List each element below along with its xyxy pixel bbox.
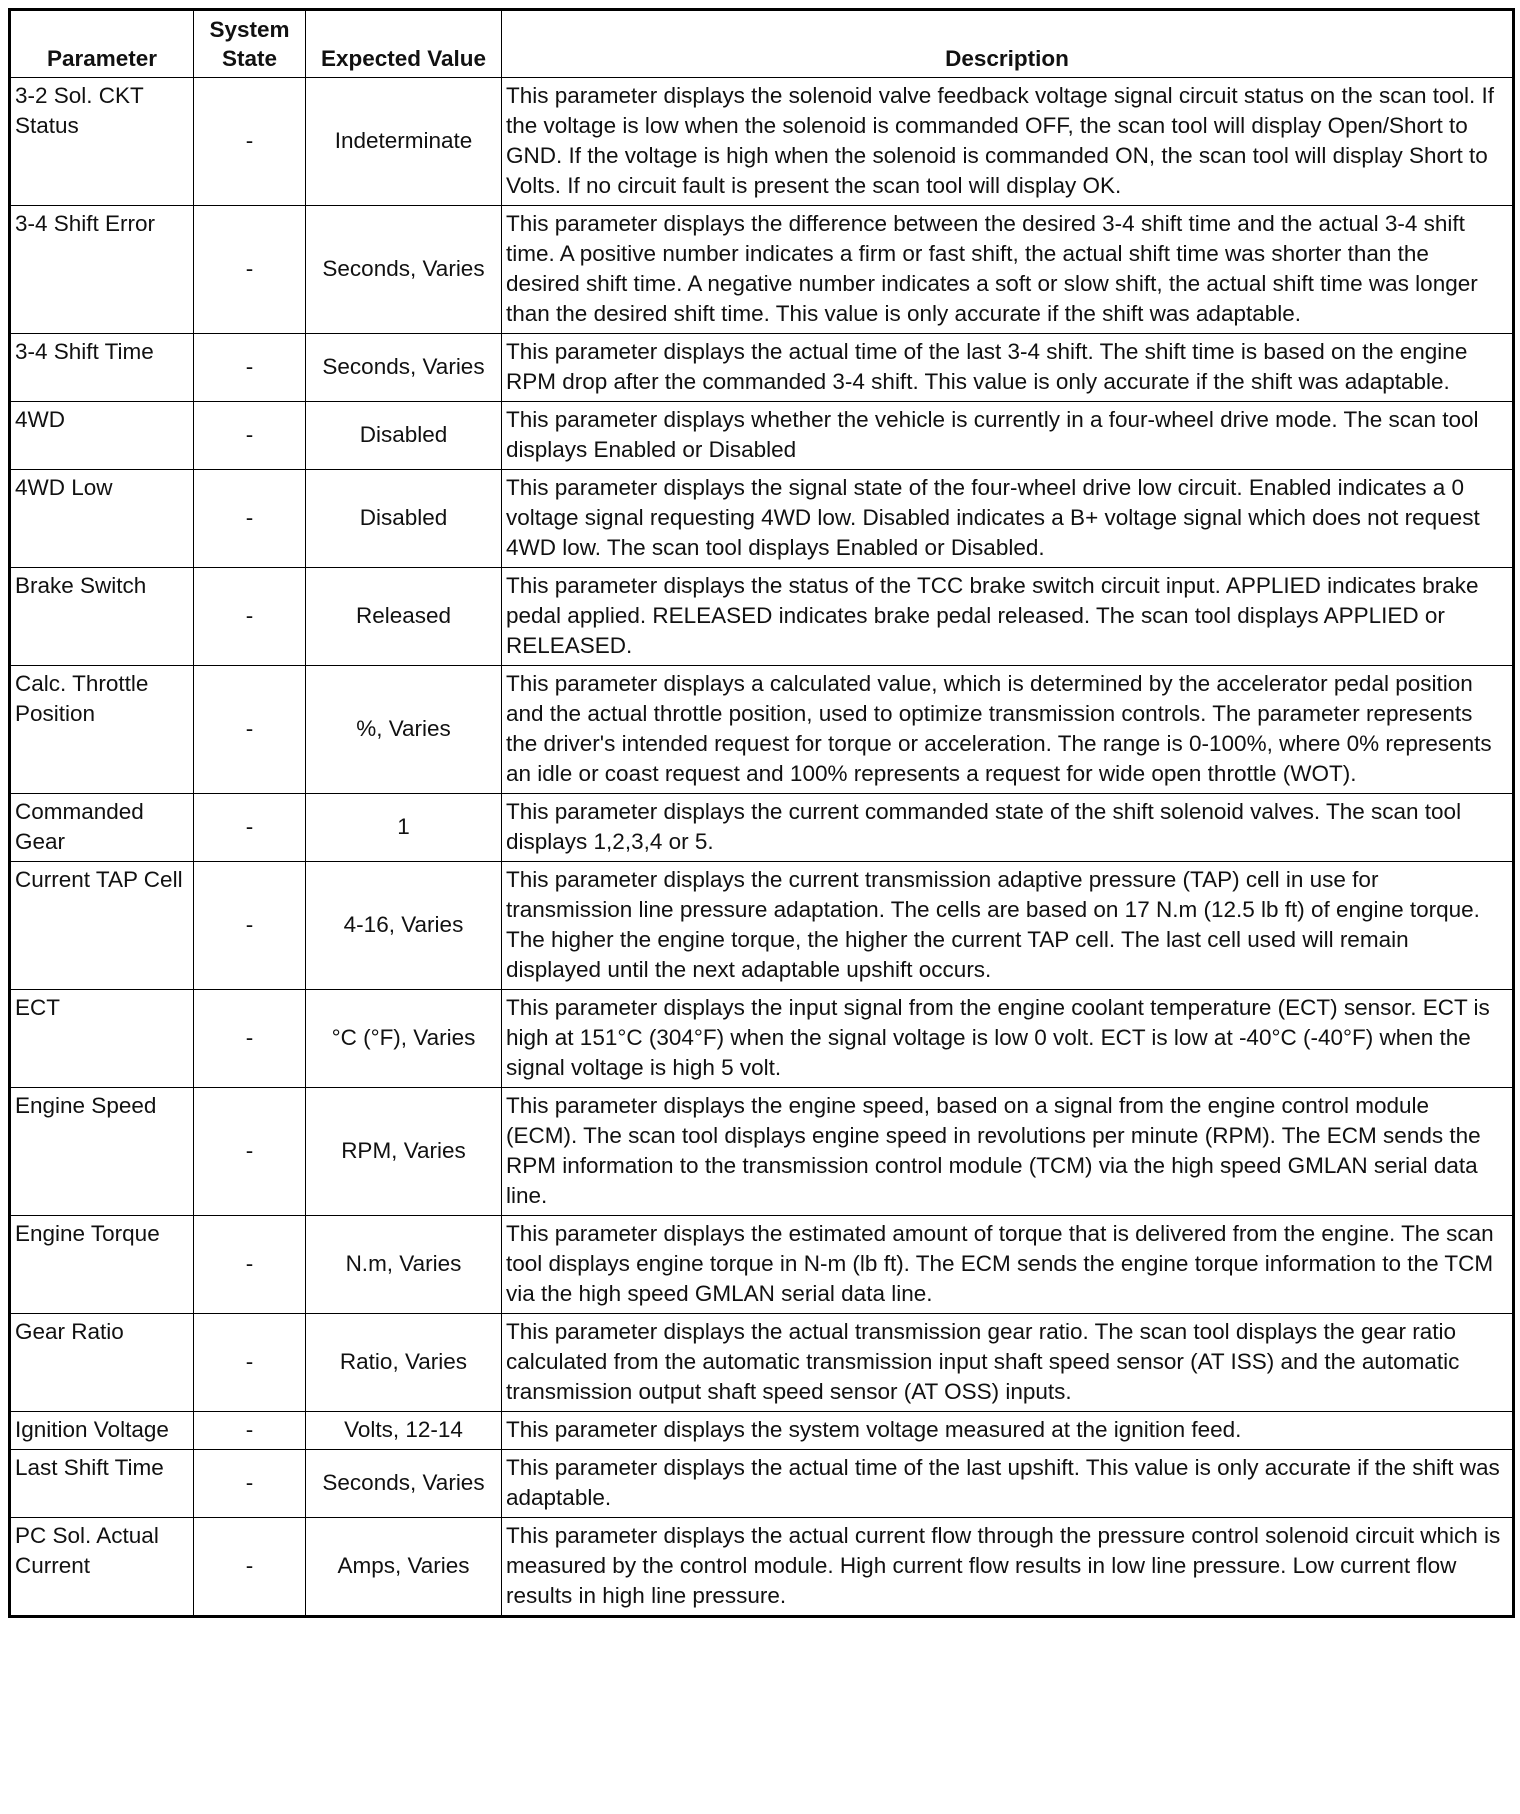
table-row bbox=[10, 666, 1514, 794]
parameter-cell: PC Sol. Actual Current bbox=[10, 1518, 194, 1617]
parameter-cell: 3-4 Shift Error bbox=[10, 206, 194, 334]
expected-value-cell: °C (°F), Varies bbox=[306, 990, 502, 1088]
parameter-cell: Ignition Voltage bbox=[10, 1412, 194, 1450]
description-cell: This parameter displays the engine speed, based on a signal from the engine control module (ECM). The scan tool displays engine speed in revolutions per minute (RPM). The ECM sends the RPM information to the transmission control module (TCM) via the high speed GMLAN serial data line. bbox=[502, 1088, 1514, 1216]
table-row bbox=[10, 402, 1514, 470]
system-state-cell: - bbox=[194, 990, 306, 1088]
table-row bbox=[10, 990, 1514, 1088]
parameter-cell: 4WD Low bbox=[10, 470, 194, 568]
parameter-cell: 4WD bbox=[10, 402, 194, 470]
system-state-cell: - bbox=[194, 402, 306, 470]
expected-value-cell: Disabled bbox=[306, 470, 502, 568]
description-cell: This parameter displays the actual time of the last upshift. This value is only accurate if the shift was adaptable. bbox=[502, 1450, 1514, 1518]
description-cell: This parameter displays the estimated amount of torque that is delivered from the engine. The scan tool displays engine torque in N-m (lb ft). The ECM sends the engine torque information to the TCM via the high speed GMLAN serial data line. bbox=[502, 1216, 1514, 1314]
parameter-table bbox=[8, 8, 1515, 1618]
parameter-cell: 3-2 Sol. CKT Status bbox=[10, 78, 194, 206]
expected-value-cell: Indeterminate bbox=[306, 78, 502, 206]
table-row bbox=[10, 794, 1514, 862]
description-cell: This parameter displays the actual current flow through the pressure control solenoid circuit which is measured by the control module. High current flow results in low line pressure. Low current flow results in high line pressure. bbox=[502, 1518, 1514, 1617]
parameter-cell: Engine Speed bbox=[10, 1088, 194, 1216]
table-row bbox=[10, 78, 1514, 206]
parameter-cell: Engine Torque bbox=[10, 1216, 194, 1314]
system-state-cell: - bbox=[194, 794, 306, 862]
expected-value-cell: Disabled bbox=[306, 402, 502, 470]
description-cell: This parameter displays the system voltage measured at the ignition feed. bbox=[502, 1412, 1514, 1450]
parameter-cell: Gear Ratio bbox=[10, 1314, 194, 1412]
system-state-cell: - bbox=[194, 206, 306, 334]
description-cell: This parameter displays the solenoid valve feedback voltage signal circuit status on the scan tool. If the voltage is low when the solenoid is commanded OFF, the scan tool will display Open/Short to GND. If the voltage is high when the solenoid is commanded ON, the scan tool will display Short to Volts. If no circuit fault is present the scan tool will display OK. bbox=[502, 78, 1514, 206]
expected-value-cell: 1 bbox=[306, 794, 502, 862]
table-row bbox=[10, 1088, 1514, 1216]
expected-value-cell: 4-16, Varies bbox=[306, 862, 502, 990]
system-state-cell: - bbox=[194, 1088, 306, 1216]
table-row bbox=[10, 1412, 1514, 1450]
header-parameter: Parameter bbox=[10, 10, 194, 78]
description-cell: This parameter displays the actual time of the last 3-4 shift. The shift time is based on the engine RPM drop after the commanded 3-4 shift. This value is only accurate if the shift was adaptable. bbox=[502, 334, 1514, 402]
table-row bbox=[10, 1314, 1514, 1412]
expected-value-cell: Ratio, Varies bbox=[306, 1314, 502, 1412]
description-cell: This parameter displays the current transmission adaptive pressure (TAP) cell in use for transmission line pressure adaptation. The cells are based on 17 N.m (12.5 lb ft) of engine torque. The higher the engine torque, the higher the current TAP cell. The last cell used will remain displayed until the next adaptable upshift occurs. bbox=[502, 862, 1514, 990]
description-cell: This parameter displays the status of the TCC brake switch circuit input. APPLIED indicates brake pedal applied. RELEASED indicates brake pedal released. The scan tool displays APPLIED or RELEASED. bbox=[502, 568, 1514, 666]
expected-value-cell: Released bbox=[306, 568, 502, 666]
expected-value-cell: %, Varies bbox=[306, 666, 502, 794]
table-row bbox=[10, 470, 1514, 568]
header-description: Description bbox=[502, 10, 1514, 78]
table-row bbox=[10, 206, 1514, 334]
parameter-cell: 3-4 Shift Time bbox=[10, 334, 194, 402]
system-state-cell: - bbox=[194, 862, 306, 990]
table-row bbox=[10, 568, 1514, 666]
system-state-cell: - bbox=[194, 78, 306, 206]
expected-value-cell: Seconds, Varies bbox=[306, 1450, 502, 1518]
parameter-cell: Commanded Gear bbox=[10, 794, 194, 862]
description-cell: This parameter displays the input signal from the engine coolant temperature (ECT) sensor. ECT is high at 151°C (304°F) when the signal voltage is low 0 volt. ECT is low at -40°C (-40°F) when the signal voltage is high 5 volt. bbox=[502, 990, 1514, 1088]
expected-value-cell: Seconds, Varies bbox=[306, 206, 502, 334]
parameter-cell: ECT bbox=[10, 990, 194, 1088]
description-cell: This parameter displays whether the vehicle is currently in a four-wheel drive mode. The scan tool displays Enabled or Disabled bbox=[502, 402, 1514, 470]
header-expected-value: Expected Value bbox=[306, 10, 502, 78]
table-row bbox=[10, 862, 1514, 990]
header-system-state: System State bbox=[194, 10, 306, 78]
table-row bbox=[10, 1518, 1514, 1617]
parameter-cell: Calc. Throttle Position bbox=[10, 666, 194, 794]
system-state-cell: - bbox=[194, 334, 306, 402]
system-state-cell: - bbox=[194, 1450, 306, 1518]
system-state-cell: - bbox=[194, 1216, 306, 1314]
system-state-cell: - bbox=[194, 666, 306, 794]
description-cell: This parameter displays the actual transmission gear ratio. The scan tool displays the gear ratio calculated from the automatic transmission input shaft speed sensor (AT ISS) and the automatic transmission output shaft speed sensor (AT OSS) inputs. bbox=[502, 1314, 1514, 1412]
expected-value-cell: N.m, Varies bbox=[306, 1216, 502, 1314]
expected-value-cell: RPM, Varies bbox=[306, 1088, 502, 1216]
table-row bbox=[10, 334, 1514, 402]
parameter-cell: Brake Switch bbox=[10, 568, 194, 666]
parameter-cell: Current TAP Cell bbox=[10, 862, 194, 990]
description-cell: This parameter displays the signal state of the four-wheel drive low circuit. Enabled indicates a 0 voltage signal requesting 4WD low. Disabled indicates a B+ voltage signal which does not request 4WD low. The scan tool displays Enabled or Disabled. bbox=[502, 470, 1514, 568]
expected-value-cell: Volts, 12-14 bbox=[306, 1412, 502, 1450]
parameter-cell: Last Shift Time bbox=[10, 1450, 194, 1518]
header-row bbox=[10, 10, 1514, 78]
expected-value-cell: Amps, Varies bbox=[306, 1518, 502, 1617]
system-state-cell: - bbox=[194, 568, 306, 666]
description-cell: This parameter displays the difference between the desired 3-4 shift time and the actual 3-4 shift time. A positive number indicates a firm or fast shift, the actual shift time was shorter than the desired shift time. A negative number indicates a soft or slow shift, the actual shift time was longer than the desired shift time. This value is only accurate if the shift was adaptable. bbox=[502, 206, 1514, 334]
system-state-cell: - bbox=[194, 1518, 306, 1617]
table-row bbox=[10, 1216, 1514, 1314]
system-state-cell: - bbox=[194, 1314, 306, 1412]
description-cell: This parameter displays the current commanded state of the shift solenoid valves. The scan tool displays 1,2,3,4 or 5. bbox=[502, 794, 1514, 862]
system-state-cell: - bbox=[194, 470, 306, 568]
system-state-cell: - bbox=[194, 1412, 306, 1450]
description-cell: This parameter displays a calculated value, which is determined by the accelerator pedal position and the actual throttle position, used to optimize transmission controls. The parameter represents the driver's intended request for torque or acceleration. The range is 0-100%, where 0% represents an idle or coast request and 100% represents a request for wide open throttle (WOT). bbox=[502, 666, 1514, 794]
table-row bbox=[10, 1450, 1514, 1518]
expected-value-cell: Seconds, Varies bbox=[306, 334, 502, 402]
